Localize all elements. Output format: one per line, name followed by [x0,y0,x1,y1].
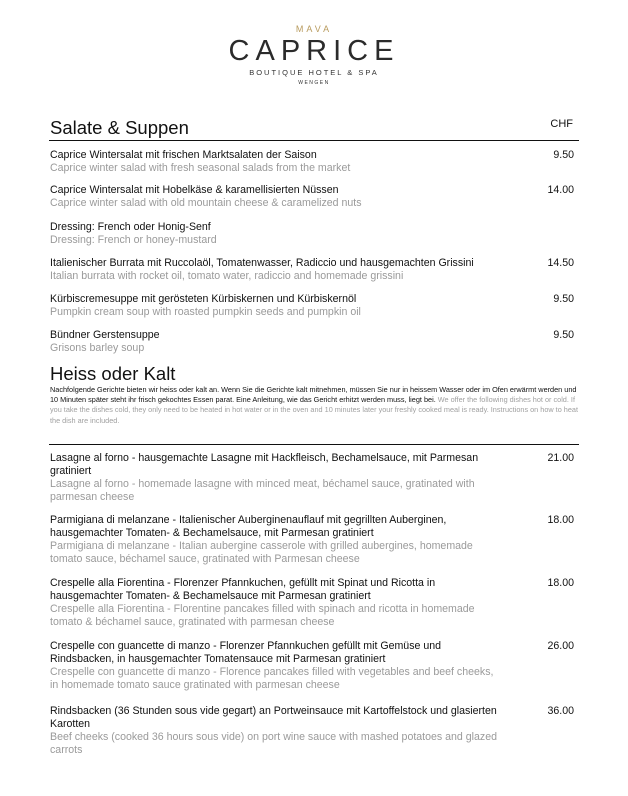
item-name-de: Rindsbacken (36 Stunden sous vide gegart) an Portweinsauce mit Kartoffelstock und glasierten Karotten [50,705,497,730]
item-price: 36.00 [547,705,574,717]
item-name-en: Grisons barley soup [50,342,145,354]
menu-item [50,184,578,210]
item-name-en: Caprice winter salad with fresh seasonal salads from the market [50,162,351,174]
intro-text-de: Nachfolgende Gerichte bieten wir heiss oder kalt an. Wenn Sie die Gerichte kalt mitnehmen, müssen Sie nur in heissem Wasser oder im Ofen erwärmt werden und 10 Minuten später steht ihr frisch gekochtes Essen parat. Eine Anleitung, wie das Gericht erhitzt werden muss, liegt bei. [50,385,577,405]
item-name-en: Crespelle alla Fiorentina - Florentine pancakes filled with spinach and ricotta in homemade tomato & béchamel sauce, gratinated with parmesan cheese [50,603,475,628]
item-name-de: Bündner Gerstensuppe [50,329,160,341]
item-name-de: Lasagne al forno - hausgemachte Lasagne mit Hackfleisch, Bechamelsauce, mit Parmesan gratiniert [50,452,479,477]
menu-item [50,257,578,283]
logo-subtitle: BOUTIQUE HOTEL & SPA [249,68,379,77]
item-name-de: Caprice Wintersalat mit frischen Marktsalaten der Saison [50,149,317,161]
menu-item [50,452,578,504]
section-title-salads: Salate & Suppen [50,117,189,138]
menu-item [50,221,578,247]
section-divider [49,140,579,141]
menu-item [50,149,578,175]
intro-text-en: We offer the following dishes hot or cold. If you take the dishes cold, they only need to be heated in hot water or in the oven and 10 minutes later your freshly cooked meal is ready. Instructions on how to heat the dish are included. [50,395,578,425]
menu-item [50,293,578,319]
menu-item [50,705,578,757]
item-name-en: Parmigiana di melanzane - Italian aubergine casserole with grilled aubergines, homemade tomato sauce, béchamel sauce, gratinated with Parmesan cheese [50,540,473,565]
item-name-en: Beef cheeks (cooked 36 hours sous vide) on port wine sauce with mashed potatoes and glazed carrots [50,731,497,756]
menu-item [50,640,578,692]
item-price: 26.00 [547,640,574,652]
menu-item [50,329,578,355]
item-price: 14.00 [547,184,574,196]
item-name-de: Crespelle con guancette di manzo - Florenzer Pfannkuchen gefüllt mit Gemüse und Rindsbacken, in hausgemachter Tomatensauce mit Parmesan gratiniert [50,640,442,665]
item-name-de: Caprice Wintersalat mit Hobelkäse & karamellisierten Nüssen [50,184,339,196]
section-divider [49,444,579,445]
menu-item [50,577,578,629]
item-price: 9.50 [553,149,574,161]
item-name-en: Crespelle con guancette di manzo - Florence pancakes filled with vegetables and beef cheeks, in homemade tomato sauce gratinated with parmesan cheese [50,666,494,691]
menu-item [50,514,578,566]
item-name-en: Lasagne al forno - homemade lasagne with minced meat, béchamel sauce, gratinated with parmesan cheese [50,478,475,503]
item-name-de: Parmigiana di melanzane - Italienischer Auberginenauflauf mit gegrillten Auberginen, hausgemachter Tomaten- & Bechamelsauce, mit Parmesan gratiniert [50,514,447,539]
item-price: 21.00 [547,452,574,464]
item-price: 18.00 [547,514,574,526]
currency-label: CHF [550,118,573,130]
item-name-de: Dressing: French oder Honig-Senf [50,221,211,233]
logo-mava: MAVA [295,24,333,34]
section-title-hot-cold: Heiss oder Kalt [50,363,176,384]
section-intro [50,385,582,426]
logo-location: WENGEN [298,80,330,86]
item-price: 9.50 [553,329,574,341]
item-name-de: Crespelle alla Fiorentina - Florenzer Pfannkuchen, gefüllt mit Spinat und Ricotta in hausgemachter Tomaten- & Bechamelsauce mit Parmesan gratiniert [50,577,436,602]
item-name-en: Pumpkin cream soup with roasted pumpkin seeds and pumpkin oil [50,306,361,318]
item-name-en: Caprice winter salad with old mountain cheese & caramelized nuts [50,197,362,209]
item-price: 9.50 [553,293,574,305]
item-name-en: Italian burrata with rocket oil, tomato water, radiccio and homemade grissini [50,270,404,282]
item-price: 18.00 [547,577,574,589]
item-name-en: Dressing: French or honey-mustard [50,234,217,246]
item-name-de: Italienischer Burrata mit Ruccolaöl, Tomatenwasser, Radiccio und hausgemachten Grissini [50,257,474,269]
item-name-de: Kürbiscremesuppe mit gerösteten Kürbiskernen und Kürbiskernöl [50,293,357,305]
hotel-logo [0,24,628,87]
logo-name: CAPRICE [228,35,400,67]
item-price: 14.50 [547,257,574,269]
